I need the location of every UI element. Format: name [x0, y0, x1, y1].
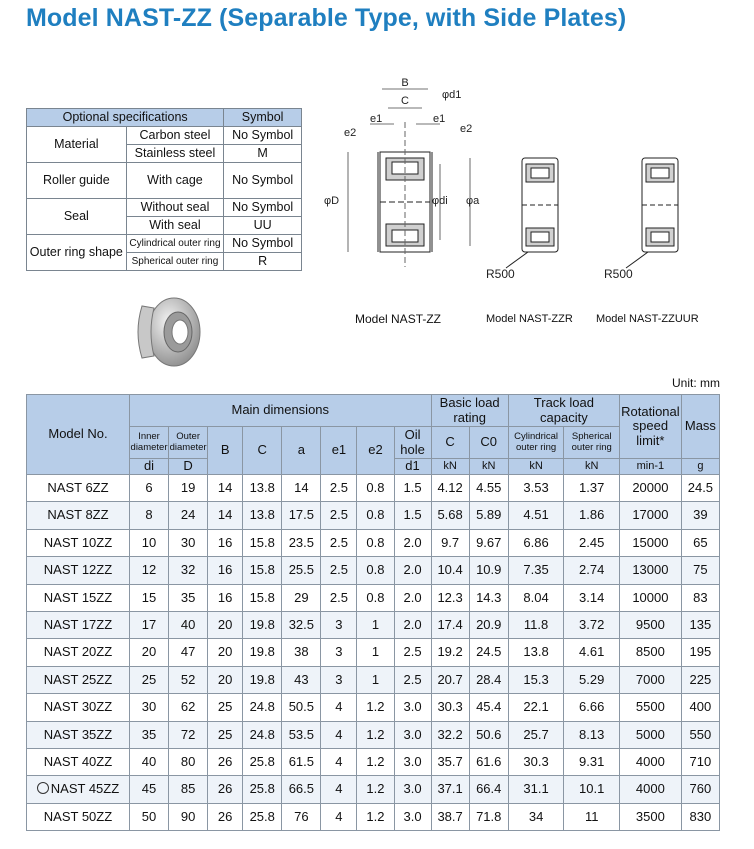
header-spherical: Spherical outer ring — [564, 427, 620, 459]
value-cell: 4 — [321, 694, 357, 721]
value-cell: 5.29 — [564, 666, 620, 693]
table-row — [27, 776, 720, 803]
value-cell: 2.74 — [564, 557, 620, 584]
spec-symbol: UU — [224, 217, 302, 235]
value-cell: 24 — [169, 502, 208, 529]
optional-specifications-table — [26, 108, 302, 271]
header-mass: Mass — [681, 395, 719, 459]
value-cell: 2.5 — [394, 639, 431, 666]
value-cell: 80 — [169, 748, 208, 775]
unit-kN: kN — [469, 459, 508, 475]
model-number-cell: NAST 15ZZ — [27, 584, 130, 611]
header-model-no: Model No. — [27, 395, 130, 475]
value-cell: 135 — [681, 611, 719, 638]
value-cell: 550 — [681, 721, 719, 748]
value-cell: 25.8 — [243, 803, 282, 830]
dim-a-label: φa — [466, 195, 480, 207]
value-cell: 52 — [169, 666, 208, 693]
value-cell: 3.0 — [394, 776, 431, 803]
value-cell: 3500 — [620, 803, 682, 830]
spec-symbol: No Symbol — [224, 235, 302, 253]
value-cell: 19.8 — [243, 666, 282, 693]
value-cell: 13.8 — [243, 502, 282, 529]
value-cell: 760 — [681, 776, 719, 803]
model-number-label: NAST 45ZZ — [50, 781, 120, 797]
value-cell: 10000 — [620, 584, 682, 611]
model-number-cell: NAST 8ZZ — [27, 502, 130, 529]
value-cell: 1.37 — [564, 475, 620, 502]
value-cell: 4 — [321, 721, 357, 748]
value-cell: 35.7 — [431, 748, 469, 775]
header-main-dimensions: Main dimensions — [129, 395, 431, 427]
value-cell: 16 — [208, 584, 243, 611]
value-cell: 15.8 — [243, 557, 282, 584]
value-cell: 26 — [208, 748, 243, 775]
value-cell: 17.5 — [282, 502, 321, 529]
value-cell: 2.0 — [394, 584, 431, 611]
value-cell: 25.7 — [508, 721, 564, 748]
value-cell: 710 — [681, 748, 719, 775]
circle-marker-icon — [37, 782, 49, 794]
value-cell: 8.13 — [564, 721, 620, 748]
value-cell: 4 — [321, 776, 357, 803]
model-number-cell: NAST 17ZZ — [27, 611, 130, 638]
spec-header-symbol: Symbol — [224, 109, 302, 127]
header-track-load-capacity: Track load capacity — [508, 395, 619, 427]
model-number-cell: NAST 50ZZ — [27, 803, 130, 830]
header-sym-D: D — [169, 459, 208, 475]
value-cell: 9.67 — [469, 529, 508, 556]
value-cell: 0.8 — [357, 557, 394, 584]
value-cell: 15.3 — [508, 666, 564, 693]
value-cell: 16 — [208, 557, 243, 584]
header-cylindrical: Cylindrical outer ring — [508, 427, 564, 459]
dim-D-label: φD — [324, 195, 340, 207]
dim-e2-label: e2 — [344, 127, 357, 139]
spec-option: Without seal — [126, 199, 224, 217]
model-number-cell: NAST 12ZZ — [27, 557, 130, 584]
value-cell: 20000 — [620, 475, 682, 502]
spec-option: With seal — [126, 217, 224, 235]
model-number-cell — [27, 776, 130, 803]
value-cell: 10.1 — [564, 776, 620, 803]
header-oil-hole: Oil hole — [394, 427, 431, 459]
value-cell: 38 — [282, 639, 321, 666]
value-cell: 38.7 — [431, 803, 469, 830]
dim-e1-label-right: e1 — [433, 113, 446, 125]
spec-symbol: M — [224, 145, 302, 163]
value-cell: 61.6 — [469, 748, 508, 775]
unit-min: min-1 — [620, 459, 682, 475]
value-cell: 3.0 — [394, 721, 431, 748]
table-row — [27, 529, 720, 556]
value-cell: 1 — [357, 639, 394, 666]
value-cell: 40 — [129, 748, 168, 775]
value-cell: 11.8 — [508, 611, 564, 638]
value-cell: 16 — [208, 529, 243, 556]
value-cell: 30 — [169, 529, 208, 556]
spec-option: Carbon steel — [126, 127, 224, 145]
value-cell: 1.5 — [394, 475, 431, 502]
value-cell: 0.8 — [357, 584, 394, 611]
value-cell: 4.51 — [508, 502, 564, 529]
value-cell: 13.8 — [243, 475, 282, 502]
header-inner-diameter: Inner diameter — [129, 427, 168, 459]
value-cell: 47 — [169, 639, 208, 666]
value-cell: 2.5 — [321, 475, 357, 502]
caption-nast-zzuur: Model NAST-ZZUUR — [596, 313, 699, 325]
value-cell: 4 — [321, 748, 357, 775]
spec-symbol: No Symbol — [224, 127, 302, 145]
value-cell: 6.66 — [564, 694, 620, 721]
value-cell: 45.4 — [469, 694, 508, 721]
value-cell: 25 — [208, 694, 243, 721]
value-cell: 35 — [169, 584, 208, 611]
value-cell: 225 — [681, 666, 719, 693]
value-cell: 53.5 — [282, 721, 321, 748]
unit-kN: kN — [508, 459, 564, 475]
unit-g: g — [681, 459, 719, 475]
value-cell: 3.72 — [564, 611, 620, 638]
value-cell: 3 — [321, 611, 357, 638]
value-cell: 50.6 — [469, 721, 508, 748]
value-cell: 1.2 — [357, 803, 394, 830]
value-cell: 25 — [129, 666, 168, 693]
value-cell: 4.55 — [469, 475, 508, 502]
value-cell: 10.9 — [469, 557, 508, 584]
value-cell: 0.8 — [357, 502, 394, 529]
model-number-cell: NAST 20ZZ — [27, 639, 130, 666]
value-cell: 5.89 — [469, 502, 508, 529]
value-cell: 25.8 — [243, 776, 282, 803]
value-cell: 15 — [129, 584, 168, 611]
value-cell: 17 — [129, 611, 168, 638]
dim-e2-label-right: e2 — [460, 123, 473, 135]
value-cell: 9.31 — [564, 748, 620, 775]
value-cell: 8 — [129, 502, 168, 529]
value-cell: 9500 — [620, 611, 682, 638]
value-cell: 10.4 — [431, 557, 469, 584]
value-cell: 35 — [129, 721, 168, 748]
value-cell: 5500 — [620, 694, 682, 721]
header-sym-di: di — [129, 459, 168, 475]
value-cell: 13.8 — [508, 639, 564, 666]
value-cell: 22.1 — [508, 694, 564, 721]
table-row — [27, 639, 720, 666]
value-cell: 2.0 — [394, 557, 431, 584]
header-sym-e2: e2 — [357, 427, 394, 475]
value-cell: 9.7 — [431, 529, 469, 556]
header-rotational-speed: Rotational speed limit* — [620, 395, 682, 459]
value-cell: 1 — [357, 666, 394, 693]
value-cell: 40 — [169, 611, 208, 638]
value-cell: 14 — [208, 475, 243, 502]
value-cell: 1.5 — [394, 502, 431, 529]
value-cell: 20.9 — [469, 611, 508, 638]
value-cell: 17.4 — [431, 611, 469, 638]
value-cell: 25.8 — [243, 748, 282, 775]
spec-option: Spherical outer ring — [126, 253, 224, 271]
value-cell: 20 — [208, 639, 243, 666]
spec-group-outer-ring: Outer ring shape — [27, 235, 127, 271]
value-cell: 17000 — [620, 502, 682, 529]
unit-label: Unit: mm — [672, 376, 720, 390]
header-sym-B: B — [208, 427, 243, 475]
spec-option: With cage — [126, 163, 224, 199]
value-cell: 12.3 — [431, 584, 469, 611]
value-cell: 0.8 — [357, 475, 394, 502]
header-sym-Cdyn: C — [431, 427, 469, 459]
dim-di-label: φdi — [432, 195, 448, 207]
value-cell: 3.53 — [508, 475, 564, 502]
table-row — [27, 748, 720, 775]
value-cell: 8500 — [620, 639, 682, 666]
value-cell: 61.5 — [282, 748, 321, 775]
value-cell: 10 — [129, 529, 168, 556]
value-cell: 3.0 — [394, 803, 431, 830]
value-cell: 4.12 — [431, 475, 469, 502]
value-cell: 24.8 — [243, 721, 282, 748]
value-cell: 83 — [681, 584, 719, 611]
value-cell: 14 — [282, 475, 321, 502]
value-cell: 19.8 — [243, 639, 282, 666]
spec-symbol: No Symbol — [224, 199, 302, 217]
value-cell: 62 — [169, 694, 208, 721]
value-cell: 32.5 — [282, 611, 321, 638]
page-title: Model NAST-ZZ (Separable Type, with Side Plates) — [26, 4, 627, 32]
nast-zz-section — [378, 122, 432, 267]
value-cell: 85 — [169, 776, 208, 803]
value-cell: 2.45 — [564, 529, 620, 556]
value-cell: 30 — [129, 694, 168, 721]
value-cell: 19.8 — [243, 611, 282, 638]
dim-C-label: C — [401, 95, 409, 107]
value-cell: 3 — [321, 666, 357, 693]
value-cell: 25 — [208, 721, 243, 748]
table-row — [27, 557, 720, 584]
dim-e1-label: e1 — [370, 113, 383, 125]
value-cell: 90 — [169, 803, 208, 830]
header-sym-C0: C0 — [469, 427, 508, 459]
model-number-cell: NAST 30ZZ — [27, 694, 130, 721]
spec-group-seal: Seal — [27, 199, 127, 235]
value-cell: 15.8 — [243, 529, 282, 556]
dim-d1-label: φd1 — [442, 89, 462, 101]
value-cell: 14 — [208, 502, 243, 529]
value-cell: 26 — [208, 776, 243, 803]
value-cell: 43 — [282, 666, 321, 693]
value-cell: 71.8 — [469, 803, 508, 830]
header-basic-load-rating: Basic load rating — [431, 395, 508, 427]
model-number-cell: NAST 10ZZ — [27, 529, 130, 556]
table-row — [27, 584, 720, 611]
value-cell: 1.86 — [564, 502, 620, 529]
value-cell: 2.5 — [321, 502, 357, 529]
value-cell: 66.4 — [469, 776, 508, 803]
caption-nast-zz: Model NAST-ZZ — [355, 312, 442, 326]
value-cell: 14.3 — [469, 584, 508, 611]
value-cell: 3.0 — [394, 748, 431, 775]
spec-option: Stainless steel — [126, 145, 224, 163]
table-row — [27, 666, 720, 693]
value-cell: 2.5 — [321, 529, 357, 556]
spec-group-roller-guide: Roller guide — [27, 163, 127, 199]
header-sym-d1: d1 — [394, 459, 431, 475]
spec-option: Cylindrical outer ring — [126, 235, 224, 253]
value-cell: 15000 — [620, 529, 682, 556]
value-cell: 29 — [282, 584, 321, 611]
radius-label-zzr: R500 — [486, 267, 515, 281]
value-cell: 830 — [681, 803, 719, 830]
value-cell: 34 — [508, 803, 564, 830]
value-cell: 32 — [169, 557, 208, 584]
value-cell: 195 — [681, 639, 719, 666]
value-cell: 20 — [208, 611, 243, 638]
value-cell: 3 — [321, 639, 357, 666]
value-cell: 19 — [169, 475, 208, 502]
unit-kN: kN — [431, 459, 469, 475]
value-cell: 4.61 — [564, 639, 620, 666]
value-cell: 4000 — [620, 748, 682, 775]
value-cell: 8.04 — [508, 584, 564, 611]
table-row — [27, 694, 720, 721]
value-cell: 25.5 — [282, 557, 321, 584]
value-cell: 3.14 — [564, 584, 620, 611]
table-row — [27, 502, 720, 529]
table-row — [27, 611, 720, 638]
value-cell: 20 — [208, 666, 243, 693]
value-cell: 24.5 — [681, 475, 719, 502]
value-cell: 5000 — [620, 721, 682, 748]
value-cell: 1.2 — [357, 776, 394, 803]
dim-B-label: B — [401, 77, 409, 89]
model-number-cell: NAST 25ZZ — [27, 666, 130, 693]
value-cell: 76 — [282, 803, 321, 830]
unit-kN: kN — [564, 459, 620, 475]
value-cell: 20.7 — [431, 666, 469, 693]
value-cell: 400 — [681, 694, 719, 721]
caption-nast-zzr: Model NAST-ZZR — [486, 313, 573, 325]
value-cell: 30.3 — [431, 694, 469, 721]
value-cell: 2.0 — [394, 611, 431, 638]
value-cell: 12 — [129, 557, 168, 584]
value-cell: 1.2 — [357, 694, 394, 721]
value-cell: 2.5 — [321, 557, 357, 584]
header-sym-e1: e1 — [321, 427, 357, 475]
header-outer-diameter: Outer diameter — [169, 427, 208, 459]
radius-label-zzuur: R500 — [604, 267, 633, 281]
value-cell: 4000 — [620, 776, 682, 803]
spec-group-material: Material — [27, 127, 127, 163]
value-cell: 7.35 — [508, 557, 564, 584]
model-number-cell: NAST 35ZZ — [27, 721, 130, 748]
value-cell: 66.5 — [282, 776, 321, 803]
value-cell: 50.5 — [282, 694, 321, 721]
value-cell: 75 — [681, 557, 719, 584]
nast-zzuur-section — [626, 158, 678, 268]
value-cell: 30.3 — [508, 748, 564, 775]
value-cell: 0.8 — [357, 529, 394, 556]
value-cell: 20 — [129, 639, 168, 666]
value-cell: 6 — [129, 475, 168, 502]
value-cell: 2.5 — [394, 666, 431, 693]
table-row — [27, 803, 720, 830]
value-cell: 37.1 — [431, 776, 469, 803]
model-number-cell: NAST 6ZZ — [27, 475, 130, 502]
value-cell: 2.0 — [394, 529, 431, 556]
value-cell: 5.68 — [431, 502, 469, 529]
value-cell: 31.1 — [508, 776, 564, 803]
bearing-technical-drawing — [320, 72, 720, 342]
value-cell: 4 — [321, 803, 357, 830]
value-cell: 15.8 — [243, 584, 282, 611]
value-cell: 24.5 — [469, 639, 508, 666]
value-cell: 6.86 — [508, 529, 564, 556]
bearing-product-photo — [130, 286, 206, 378]
value-cell: 19.2 — [431, 639, 469, 666]
table-row — [27, 475, 720, 502]
header-sym-a: a — [282, 427, 321, 475]
value-cell: 50 — [129, 803, 168, 830]
value-cell: 3.0 — [394, 694, 431, 721]
dimensions-table — [26, 394, 720, 831]
value-cell: 26 — [208, 803, 243, 830]
value-cell: 11 — [564, 803, 620, 830]
model-number-cell: NAST 40ZZ — [27, 748, 130, 775]
spec-symbol: No Symbol — [224, 163, 302, 199]
value-cell: 2.5 — [321, 584, 357, 611]
value-cell: 72 — [169, 721, 208, 748]
value-cell: 24.8 — [243, 694, 282, 721]
spec-header-label: Optional specifications — [27, 109, 224, 127]
value-cell: 7000 — [620, 666, 682, 693]
value-cell: 32.2 — [431, 721, 469, 748]
value-cell: 28.4 — [469, 666, 508, 693]
table-row — [27, 721, 720, 748]
spec-symbol: R — [224, 253, 302, 271]
value-cell: 1 — [357, 611, 394, 638]
header-sym-C: C — [243, 427, 282, 475]
value-cell: 1.2 — [357, 748, 394, 775]
value-cell: 39 — [681, 502, 719, 529]
value-cell: 23.5 — [282, 529, 321, 556]
value-cell: 45 — [129, 776, 168, 803]
value-cell: 65 — [681, 529, 719, 556]
value-cell: 1.2 — [357, 721, 394, 748]
value-cell: 13000 — [620, 557, 682, 584]
nast-zzr-section — [506, 158, 558, 268]
